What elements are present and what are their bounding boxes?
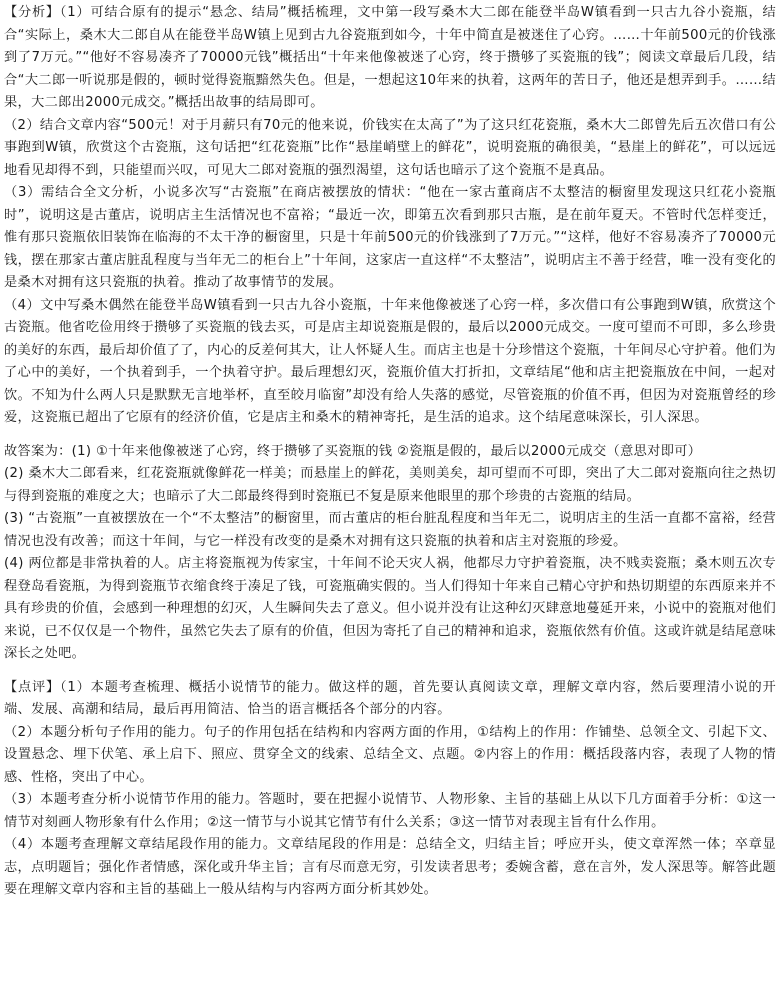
section-divider [4,430,776,441]
analysis-paragraph-3: （3）需结合全文分析，小说多次写“古瓷瓶”在商店被摆放的情状：“他在一家古董商店不太整洁的橱窗里发现这只红花小瓷瓶时”，说明这是古董店，说明店主生活情况也不富裕；“最近一次，即第五次看到那只古瓶，是在前年夏天。不管时代怎样变迁，惟有那只瓷瓶依旧装饰在临海的不太干净的橱窗里，只是十年前500元的价钱涨到了7万元。”“这样，他好不容易凑齐了70000元钱，摆在那家古董店脏乱程度与当年无二的柜台上”十年间，这家店一直这样“不太整洁”，说明店主不善于经营，唯一没有变化的是桑木对拥有这只瓷瓶的执着。推动了故事情节的发展。 [4,185,776,290]
review-paragraph-2: （2）本题分析句子作用的能力。句子的作用包括在结构和内容两方面的作用，①结构上的作用：作铺垫、总领全文、引起下文、设置悬念、埋下伏笔、承上启下、照应、贯穿全文的线索、总结全文、点题。②内容上的作用：概括段落内容，表现了人物的情感、性格，突出了中心。 [4,724,776,785]
review-paragraph-4: （4）本题考查理解文章结尾段作用的能力。文章结尾段的作用是：总结全文，归结主旨；呼应开头，使文章浑然一体；卒章显志，点明题旨；强化作者情感，深化或升华主旨；言有尽而意无穷，引发读者思考；委婉含蓄，意在言外，发人深思等。解答此题要在理解文章内容和主旨的基础上一般从结构与内容两方面分析其妙处。 [4,837,776,897]
answer-section [4,441,776,666]
answer-paragraph-4: (4) 两位都是非常执着的人。店主将瓷瓶视为传家宝，十年间不论天灾人祸，他都尽力守护着瓷瓶，决不贱卖瓷瓶；桑木则五次专程登岛看瓷瓶，为得到瓷瓶节衣缩食终于凑足了钱，可瓷瓶确实假的。当人们得知十年来自己精心守护和热切期望的东西原来并不具有珍贵的价值，会感到一种理想的幻灭，人生瞬间失去了意义。但小说并没有让这种幻灭肆意地蔓延开来，小说中的瓷瓶对他们来说，已不仅仅是一个物件，虽然它失去了原有的价值，但因为寄托了自己的精神和追求，瓷瓶依然有价值。这或许就是结尾意味深长之处吧。 [4,556,776,661]
analysis-paragraph-2: （2）结合文章内容“500元！对于月薪只有70元的他来说，价钱实在太高了”为了这只红花瓷瓶，桑木大二郎曾先后五次借口有公事跑到W镇，欣赏这个古瓷瓶，这句话把“红花瓷瓶”比作“悬崖峭壁上的鲜花”，说明瓷瓶的确很美，“悬崖上的鲜花”，可以远远地看见却得不到，只能望而兴叹，可见大二郎对瓷瓶的强烈渴望，这句话也暗示了这个瓷瓶不是真品。 [4,117,776,178]
section-divider [4,666,776,677]
review-paragraph-3: （3）本题考查分析小说情节作用的能力。答题时，要在把握小说情节、人物形象、主旨的基础上从以下几方面着手分析：①这一情节对刻画人物形象有什么作用；②这一情节与小说其它情节有什么关系；③这一情节对表现主旨有什么作用。 [4,792,776,830]
answer-paragraph-1: 故答案为：(1) ①十年来他像被迷了心窍，终于攒够了买瓷瓶的钱 ②瓷瓶是假的，最后以2000元成交（意思对即可） [4,443,702,459]
analysis-paragraph-4: （4）文中写桑木偶然在能登半岛W镇看到一只古九谷小瓷瓶，十年来他像被迷了心窍一样，多次借口有公事跑到W镇，欣赏这个古瓷瓶。他省吃俭用终于攒够了买瓷瓶的钱去买，可是店主却说瓷瓶是假的，最后以2000元成交。一度可望而不可即，多么珍贵的美好的东西，最后却价值了了，内心的反差何其大，让人怀疑人生。而店主也是十分珍惜这个瓷瓶，十年间尽心守护着。他们为了心中的美好，一个执着到手，一个执着守护。最后理想幻灭，瓷瓶价值大打折扣，文章结尾“他和店主把瓷瓶放在中间，一起对饮。不知为什么两人只是默默无言地举杯，直至皎月临窗”却没有给人失落的感觉，尽管瓷瓶的价值不再，但因为对瓷瓶曾经的珍爱，这瓷瓶已超出了它原有的经济价值，它是店主和桑木的精神寄托，是生活的追求。这个结尾意味深长，引人深思。 [4,297,776,425]
review-section [4,677,776,902]
analysis-section [4,2,776,430]
analysis-paragraph-1: 【分析】（1）可结合原有的提示“悬念、结局”概括梳理，文中第一段写桑木大二郎在能登半岛W镇看到一只古九谷小瓷瓶，结合“实际上，桑木大二郎自从在能登半岛W镇上见到古九谷瓷瓶到如今，十年中简直是被迷住了心窍。……十年前500元的价钱涨到了7万元。”“他好不容易凑齐了70000元钱”概括出“十年来他像被迷了心窍，终于攒够了买瓷瓶的钱”；阅读文章最后几段，结合“大二郎一听说那是假的，顿时觉得瓷瓶黯然失色。但是，一想起这10年来的执着，这两年的苦日子，他还是想弄到手。……结果，大二郎出2000元成交。”概括出故事的结局即可。 [4,5,776,110]
answer-paragraph-3: (3) “古瓷瓶”一直被摆放在一个“不太整洁”的橱窗里，而古董店的柜台脏乱程度和当年无二，说明店主的生活一直都不富裕，经营情况也没有改善；而这十年间，与它一样没有改变的是桑木对拥有这只瓷瓶的执着和店主对瓷瓶的珍爱。 [4,511,776,549]
answer-paragraph-2: (2) 桑木大二郎看来，红花瓷瓶就像鲜花一样美；而悬崖上的鲜花，美则美矣，却可望而不可即，突出了大二郎对瓷瓶向往之热切与得到瓷瓶的难度之大；也暗示了大二郎最终得到时瓷瓶已不复是原来他眼里的那个珍贵的古瓷瓶的结局。 [4,466,776,504]
review-paragraph-1: 【点评】（1）本题考查梳理、概括小说情节的能力。做这样的题，首先要认真阅读文章，理解文章内容，然后要理清小说的开端、发展、高潮和结局，最后再用简洁、恰当的语言概括各个部分的内容。 [4,679,776,717]
